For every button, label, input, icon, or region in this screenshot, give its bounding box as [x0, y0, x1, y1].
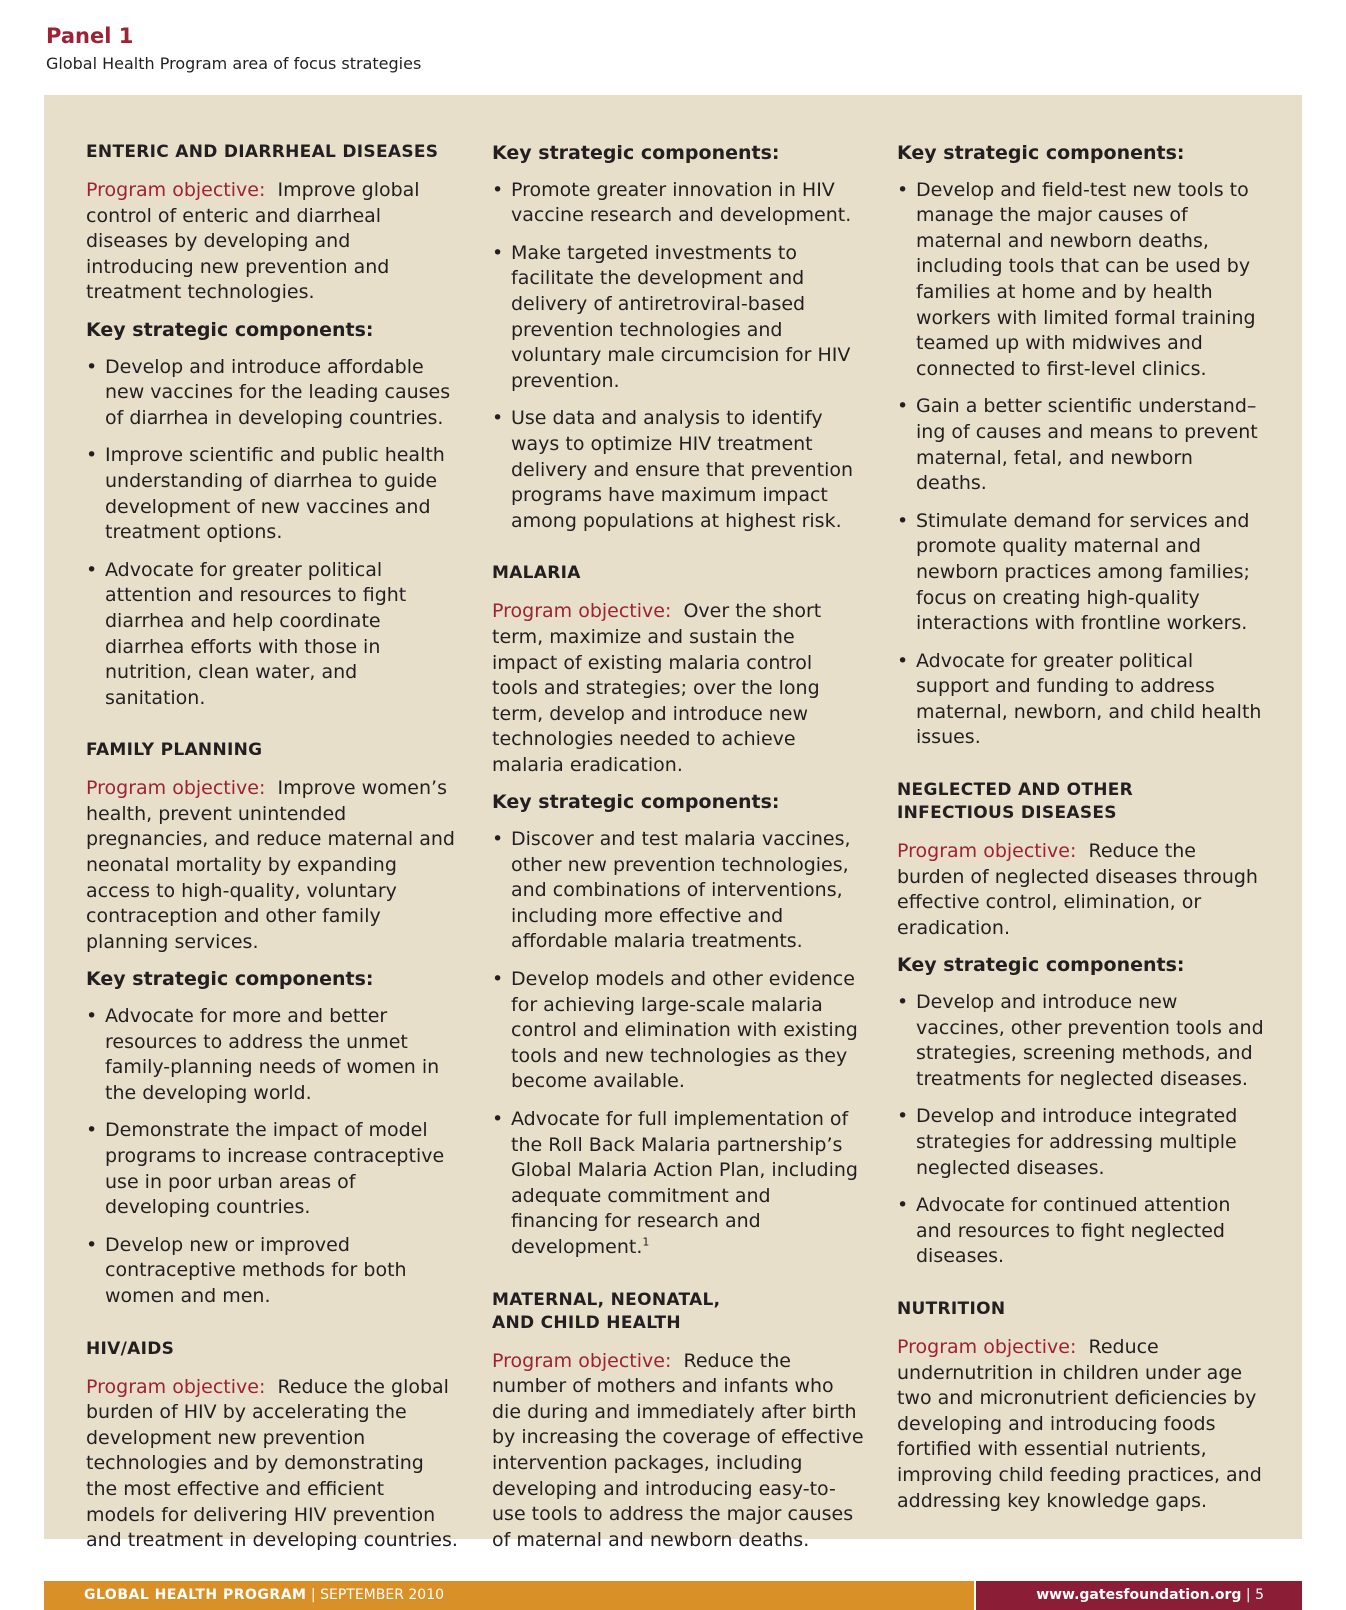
section-hiv-continued: [492, 141, 864, 534]
list-item: • Develop models and other evidence for achieving large-scale malaria control and elimination with existing tools and new technologies as they become available.: [492, 967, 864, 1095]
column-3: [897, 141, 1269, 1526]
list-item: • Improve scientific and public health understanding of diarrhea to guide development of new vaccines and treatment options.: [86, 443, 458, 545]
objective-label: Program objective:: [897, 1335, 1077, 1358]
program-objective: [86, 178, 458, 306]
objective-label: Program objective:: [897, 840, 1077, 863]
list-item: [492, 1107, 864, 1261]
objective-label: Program objective:: [492, 600, 672, 623]
objective-text: Improve women’s health, prevent unintended pregnancies, and reduce maternal and neonatal mortality by expanding access to high-quality, voluntary contraception and other family planning services.: [86, 777, 455, 953]
list-item-text: Advocate for full implementation of the Roll Back Malaria partnership’s Global Malaria Action Plan, including adequate commitment and financing for research and development.: [511, 1108, 858, 1258]
footer-program-bar: [44, 1581, 974, 1610]
column-2: [492, 141, 864, 1565]
section-heading: MALARIA: [492, 563, 581, 584]
components-list: [86, 355, 458, 712]
program-objective: [86, 1375, 458, 1554]
section-heading: MATERNAL, NEONATAL, AND CHILD HEALTH: [492, 1289, 721, 1333]
objective-label: Program objective:: [86, 777, 266, 800]
components-list: [897, 178, 1269, 751]
list-item: • Use data and analysis to identify ways to optimize HIV treatment delivery and ensure that prevention programs have maximum impact among populations at highest risk.: [492, 406, 864, 534]
section-heading: NEGLECTED AND OTHER INFECTIOUS DISEASES: [897, 780, 1134, 824]
list-item: • Develop and field-test new tools to manage the major causes of maternal and newborn deaths, including tools that can be used by families at home and by health workers with limited formal training teamed up with midwives and connected to first-level clinics.: [897, 178, 1269, 383]
footer-website-link[interactable]: www.gatesfoundation.org: [1036, 1587, 1242, 1603]
objective-text: Reduce undernutrition in children under age two and micronutrient deficiencies by developing and introducing foods fortified with essential nutrients, improving child feeding practices, and addressing key knowledge gaps.: [897, 1335, 1262, 1512]
key-components-heading: Key strategic components:: [492, 142, 780, 164]
objective-label: Program objective:: [86, 179, 266, 201]
footer-separator: |: [310, 1587, 316, 1603]
footer-program: GLOBAL HEALTH PROGRAM: [84, 1587, 307, 1603]
section-heading: NUTRITION: [897, 1298, 1006, 1319]
footnote-mark: 1: [642, 1235, 650, 1249]
section-hiv: [86, 1338, 458, 1554]
list-item: • Stimulate demand for services and promote quality maternal and newborn practices among families; focus on creating high-quality interactions with frontline workers.: [897, 509, 1269, 637]
components-list: [86, 1004, 458, 1310]
list-item: • Make targeted investments to facilitate the development and delivery of antiretroviral-based prevention technologies and voluntary male circumcision for HIV prevention.: [492, 241, 864, 395]
program-objective: [86, 776, 458, 955]
section-malaria: [492, 562, 864, 1260]
program-objective: [492, 1349, 864, 1554]
components-list: [492, 827, 864, 1261]
key-components-heading: Key strategic components:: [897, 142, 1185, 164]
objective-text: Over the short term, maximize and sustain the impact of existing malaria control tools and strategies; over the long term, develop and introduce new technologies needed to achieve malaria eradication.: [492, 600, 822, 776]
key-components-heading: Key strategic components:: [86, 318, 374, 341]
section-neglected: [897, 779, 1269, 1270]
list-item: • Discover and test malaria vaccines, other new prevention technologies, and combinations of interventions, including more effective and affordable malaria treatments.: [492, 827, 864, 955]
key-components-heading: Key strategic components:: [492, 791, 780, 814]
program-objective: [897, 839, 1269, 941]
objective-text: Improve global control of enteric and diarrheal diseases by developing and introducing new prevention and treatment technologies.: [86, 179, 420, 304]
section-nutrition: [897, 1298, 1269, 1514]
program-objective: [897, 1335, 1269, 1514]
list-item: • Advocate for continued attention and resources to fight neglected diseases.: [897, 1193, 1269, 1270]
objective-label: Program objective:: [492, 1349, 672, 1372]
components-list: [897, 990, 1269, 1270]
list-item: • Demonstrate the impact of model programs to increase contraceptive use in poor urban areas of developing countries.: [86, 1118, 458, 1220]
section-family-planning: [86, 739, 458, 1309]
page-number: 5: [1255, 1587, 1264, 1603]
program-objective: [492, 599, 864, 778]
section-heading: HIV/AIDS: [86, 1338, 175, 1359]
list-item: • Develop and introduce integrated strategies for addressing multiple neglected diseases.: [897, 1104, 1269, 1181]
panel-subtitle: Global Health Program area of focus strategies: [46, 54, 422, 73]
footer-separator: |: [1245, 1587, 1251, 1603]
section-maternal-continued: [897, 141, 1269, 751]
objective-text: Reduce the burden of neglected diseases through effective control, elimination, or eradication.: [897, 840, 1258, 939]
list-item: • Advocate for greater political attention and resources to fight diarrhea and help coordinate diarrhea efforts with those in nutrition, clean water, and sanitation.: [86, 558, 458, 712]
section-maternal: [492, 1289, 864, 1554]
objective-text: Reduce the global burden of HIV by accelerating the development new prevention technologies and by demonstrating the most effective and efficient models for delivering HIV prevention and treatment in developing countries.: [86, 1375, 458, 1552]
list-item: • Promote greater innovation in HIV vaccine research and development.: [492, 178, 864, 229]
list-item: • Develop and introduce new vaccines, other prevention tools and strategies, screening methods, and treatments for neglected diseases.: [897, 990, 1269, 1092]
column-1: [86, 141, 458, 1566]
key-components-heading: Key strategic components:: [897, 954, 1185, 977]
list-item: • Gain a better scientific understand–ing of causes and means to prevent maternal, fetal, and newborn deaths.: [897, 394, 1269, 496]
section-enteric: [86, 141, 458, 711]
section-heading: ENTERIC AND DIARRHEAL DISEASES: [86, 142, 439, 162]
components-list: [492, 178, 864, 535]
list-item: • Develop new or improved contraceptive methods for both women and men.: [86, 1233, 458, 1310]
objective-label: Program objective:: [86, 1375, 266, 1398]
list-item: • Develop and introduce affordable new vaccines for the leading causes of diarrhea in developing countries.: [86, 355, 458, 432]
footer-site-bar: [976, 1581, 1302, 1610]
key-components-heading: Key strategic components:: [86, 968, 374, 991]
list-item: • Advocate for greater political support and funding to address maternal, newborn, and child health issues.: [897, 649, 1269, 751]
objective-text: Reduce the number of mothers and infants who die during and immediately after birth by increasing the coverage of effective intervention packages, including developing and introducing easy-to-use tools to address the major causes of maternal and newborn deaths.: [492, 1349, 864, 1551]
section-heading: FAMILY PLANNING: [86, 740, 263, 761]
panel-label: Panel 1: [46, 24, 134, 48]
footer-date: SEPTEMBER 2010: [320, 1587, 445, 1603]
list-item: • Advocate for more and better resources to address the unmet family-planning needs of women in the developing world.: [86, 1004, 458, 1106]
